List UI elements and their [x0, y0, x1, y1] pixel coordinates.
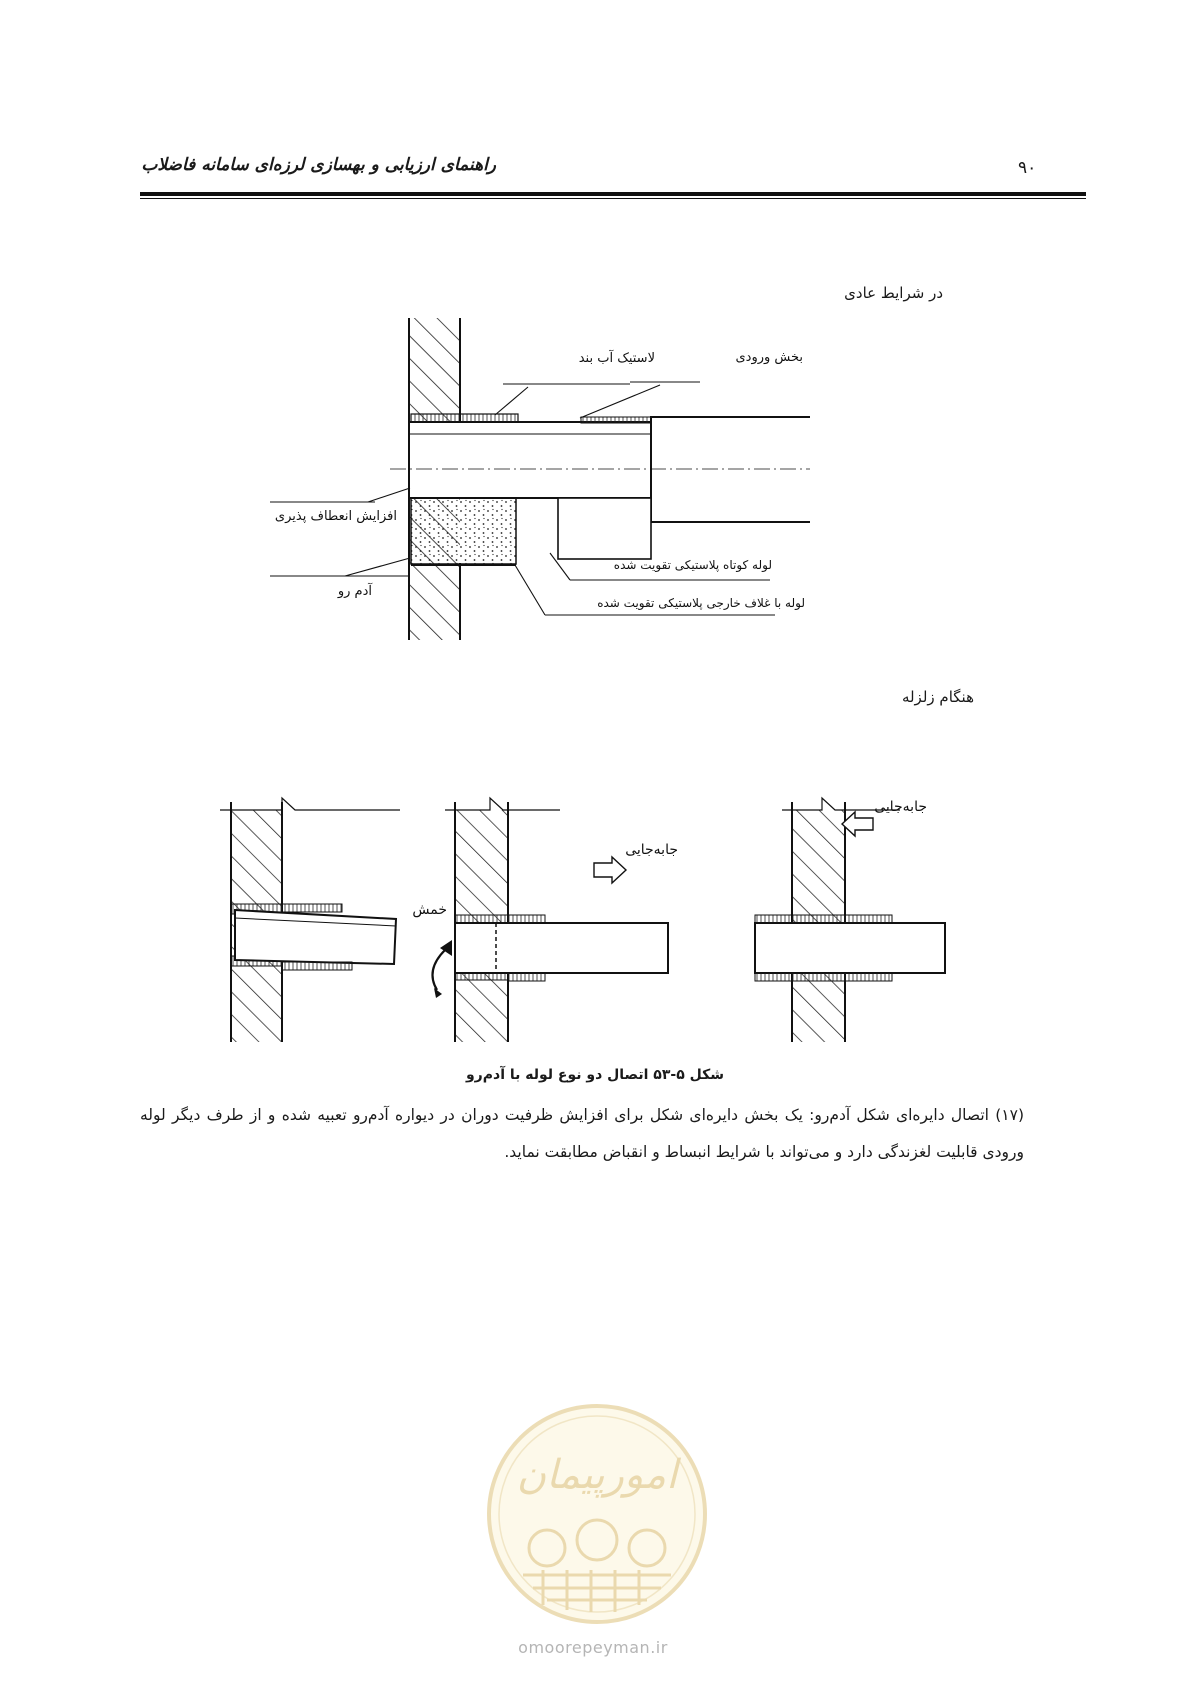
section-label-normal: در شرایط عادی	[844, 284, 943, 302]
body-paragraph: (۱۷) اتصال دایره‌ای شکل آدم‌رو: یک بخش دایره‌ای شکل برای افزایش ظرفیت دوران در دیواره آدم‌رو تعبیه شده و از طرف دیگر لوله ورودی قابلیت لغزندگی دارد و می‌تواند با شرایط انبساط و انقباض مطابقت نماید.	[140, 1106, 1024, 1161]
header-rule-thick	[140, 192, 1086, 196]
label-bending: خمش	[412, 902, 447, 918]
section-label-earthquake: هنگام زلزله	[901, 688, 974, 706]
panel-displacement-in	[755, 798, 945, 1042]
label-waterproof-rubber: لاستیک آب بند	[578, 351, 655, 366]
short-plastic-pipe	[409, 422, 685, 498]
label-displacement-out: جابه‌جایی	[625, 842, 678, 858]
figure-earthquake-condition	[200, 780, 960, 1070]
watermark-logo	[483, 1400, 711, 1628]
label-inlet-section: بخش ورودی	[735, 350, 803, 365]
label-manhole: آدم رو	[337, 584, 372, 599]
panel-displacement-out	[445, 798, 668, 1042]
page-number: ۹۰	[1018, 158, 1037, 178]
watermark-url: omoorepeyman.ir	[518, 1638, 668, 1657]
figure-caption: شکل ۵-۵۳ اتصال دو نوع لوله با آدم‌رو	[465, 1067, 725, 1083]
running-header-title: راهنمای ارزیابی و بهسازی لرزه‌ای سامانه فاضلاب	[141, 155, 496, 175]
header-rule-thin	[140, 198, 1086, 199]
label-displacement-in: جابه‌جایی	[874, 799, 927, 815]
label-short-pipe: لوله کوتاه پلاستیکی تقویت شده	[613, 558, 772, 572]
label-flexibility-increase: افزایش انعطاف پذیری	[274, 509, 397, 524]
watermark-logo-text: امورپیمان	[516, 1452, 678, 1498]
label-sheathed-pipe: لوله با غلاف خارجی پلاستیکی تقویت شده	[597, 596, 805, 610]
panel-bending	[220, 798, 452, 1042]
waterproof-rubber-ring	[411, 414, 518, 422]
flexible-fill-zone	[411, 498, 516, 566]
